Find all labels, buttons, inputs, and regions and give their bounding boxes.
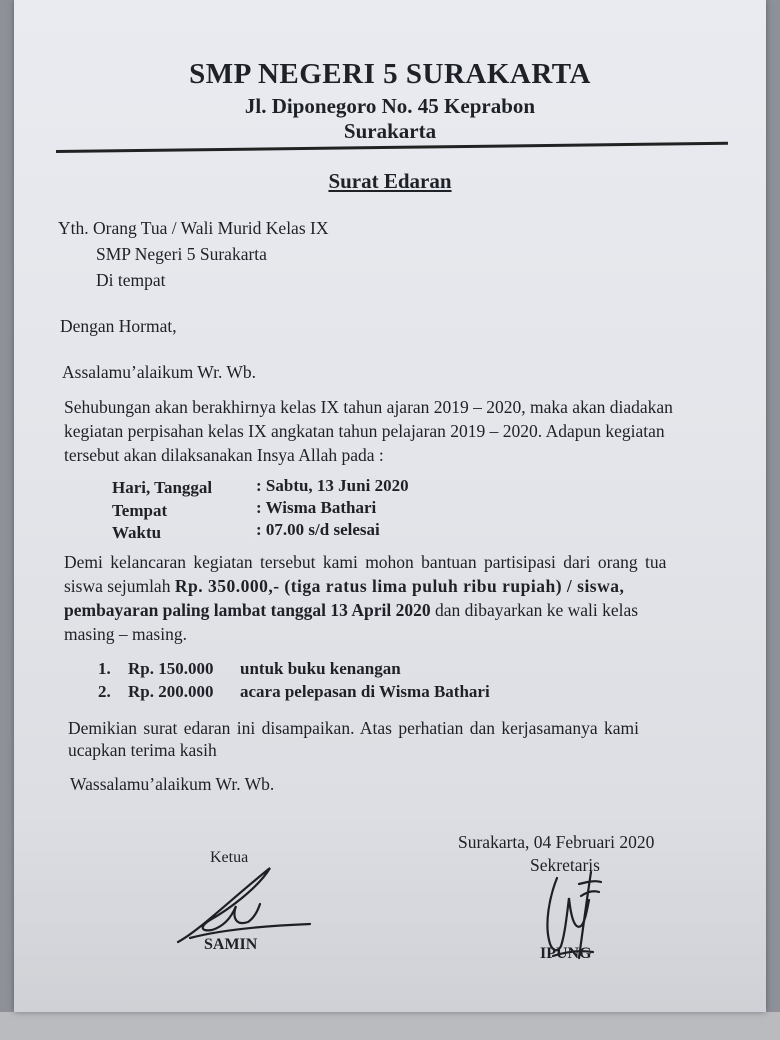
letter-subject: Surat Edaran [328,169,452,193]
item-2-description: acara pelepasan di Wisma Bathari [240,682,490,701]
greeting: Dengan Hormat, [60,316,177,336]
intro-line-3: tersebut akan dilaksanakan Insya Allah pada : [64,445,384,465]
item-1-amount: Rp. 150.000 [128,659,214,678]
request-line-2 [64,576,624,597]
left-signatory-title: Ketua [210,849,249,866]
closing-line-1: Demikian surat edaran ini disampaikan. Atas perhatian dan kerjasamanya kami [68,718,640,738]
recipient-line-1: Yth. Orang Tua / Wali Murid Kelas IX [58,218,329,238]
school-city: Surakarta [343,119,437,143]
recipient-line-3: Di tempat [96,270,166,290]
right-signatory-title: Sekretaris [530,855,600,875]
recipient-line-2: SMP Negeri 5 Surakarta [96,244,267,264]
request-line-3 [64,600,638,621]
detail-label-time: Waktu [112,523,162,542]
request-deadline: pembayaran paling lambat tanggal 13 April 2020 [64,600,431,620]
detail-label-place: Tempat [112,501,168,520]
item-2-amount: Rp. 200.000 [128,682,214,701]
request-line-2-plain: siswa sejumlah [64,576,175,596]
closing-line-2: ucapkan terima kasih [68,740,217,760]
detail-value-place: : Wisma Bathari [256,498,377,517]
item-2-number: 2. [98,682,111,701]
background-floor [0,1012,780,1040]
intro-line-2: kegiatan perpisahan kelas IX angkatan tahun pelajaran 2019 – 2020. Adapun kegiatan [64,421,665,441]
detail-value-date: : Sabtu, 13 Juni 2020 [256,476,409,495]
detail-label-date: Hari, Tanggal [112,478,213,497]
place-date: Surakarta, 04 Februari 2020 [458,832,655,852]
right-signatory-name: IPUNG [540,945,592,962]
request-line-3-plain: dan dibayarkan ke wali kelas [430,600,639,620]
item-1-number: 1. [98,659,111,678]
detail-value-time: : 07.00 s/d selesai [256,520,380,539]
request-amount: Rp. 350.000,- (tiga ratus lima puluh ribu rupiah) / siswa, [174,576,625,596]
item-1-description: untuk buku kenangan [240,659,401,678]
request-line-4: masing – masing. [64,624,187,644]
school-address: Jl. Diponegoro No. 45 Keprabon [244,94,536,118]
opening-salam: Assalamu’alaikum Wr. Wb. [62,362,257,382]
request-line-1: Demi kelancaran kegiatan tersebut kami mohon bantuan partisipasi dari orang tua [64,552,667,572]
school-name: SMP NEGERI 5 SURAKARTA [189,58,591,90]
intro-line-1: Sehubungan akan berakhirnya kelas IX tahun ajaran 2019 – 2020, maka akan diadakan [64,397,673,417]
closing-salam: Wassalamu’alaikum Wr. Wb. [70,774,275,794]
left-signatory-name: SAMIN [204,936,258,953]
